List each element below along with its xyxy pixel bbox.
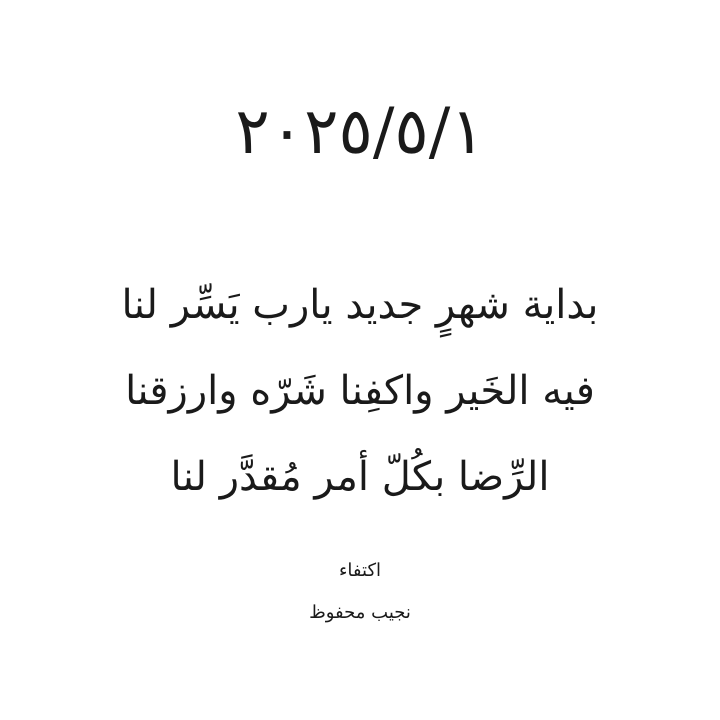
- verse-block: [60, 262, 660, 520]
- author-name: نجيب محفوظ: [309, 602, 411, 623]
- date-heading: ٢٠٢٥/٥/١: [235, 95, 485, 169]
- attribution-note: اكتفاء: [338, 560, 382, 581]
- verse-line-3: الرِّضا بكُلّ أمر مُقدَّر لنا: [170, 454, 550, 500]
- verse-line-2: فيه الخَير واكفِنا شَرّه وارزقنا: [125, 368, 595, 414]
- verse-line-1: بداية شهرٍ جديد يارب يَسِّر لنا: [121, 282, 599, 328]
- attribution-block: [0, 560, 720, 624]
